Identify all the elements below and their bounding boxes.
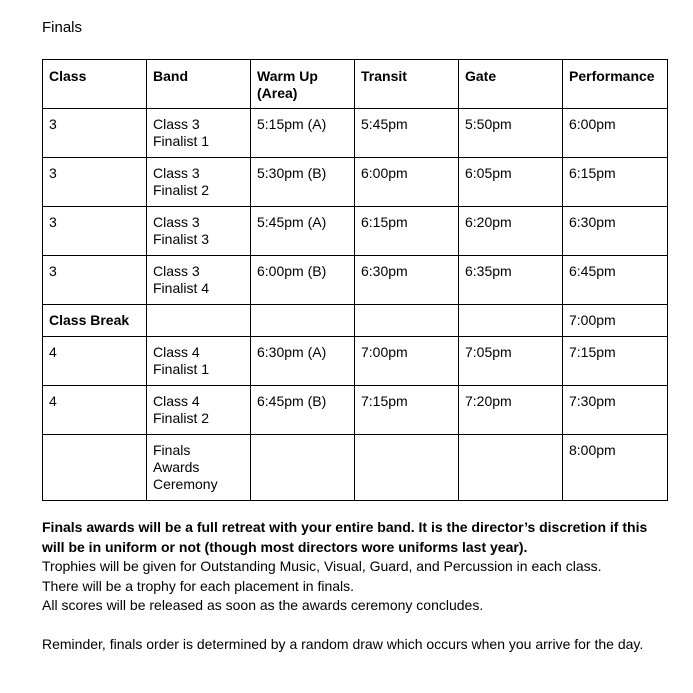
cell-class: 3: [43, 207, 147, 256]
cell-performance: 6:15pm: [563, 158, 668, 207]
cell-performance: 7:15pm: [563, 337, 668, 386]
cell-gate: [459, 305, 563, 337]
cell-transit: 5:45pm: [355, 109, 459, 158]
cell-gate: 5:50pm: [459, 109, 563, 158]
cell-class: 3: [43, 158, 147, 207]
reminder-note: Reminder, finals order is determined by a random draw which occurs when you arrive for the day.: [42, 635, 644, 652]
cell-band: Class 3 Finalist 1: [147, 109, 251, 158]
column-header-class: Class: [43, 60, 147, 109]
finals-schedule-table: [42, 59, 668, 501]
cell-transit: 6:00pm: [355, 158, 459, 207]
cell-transit: 6:15pm: [355, 207, 459, 256]
cell-gate: 6:05pm: [459, 158, 563, 207]
column-header-warmup: Warm Up (Area): [251, 60, 355, 109]
table-row: [43, 386, 668, 435]
cell-band: Class 3 Finalist 4: [147, 256, 251, 305]
cell-performance: 7:30pm: [563, 386, 668, 435]
awards-retreat-note: Finals awards will be a full retreat with your entire band. It is the director’s discretion if this will be in uniform or not (though most directors wore uniforms last year).: [42, 519, 648, 555]
cell-performance: 6:45pm: [563, 256, 668, 305]
cell-transit: [355, 305, 459, 337]
cell-performance: 6:00pm: [563, 109, 668, 158]
cell-band: Finals Awards Ceremony: [147, 435, 251, 501]
cell-band: Class 3 Finalist 2: [147, 158, 251, 207]
cell-gate: 7:20pm: [459, 386, 563, 435]
placement-note: There will be a trophy for each placement in finals.: [42, 577, 355, 594]
cell-performance: 8:00pm: [563, 435, 668, 501]
cell-warmup: 6:45pm (B): [251, 386, 355, 435]
column-header-band: Band: [147, 60, 251, 109]
notes-section: [42, 518, 657, 654]
table-row: [43, 158, 668, 207]
cell-warmup: 5:30pm (B): [251, 158, 355, 207]
page-title: Finals: [42, 19, 83, 36]
trophies-note: Trophies will be given for Outstanding Music, Visual, Guard, and Percussion in each class.: [42, 558, 602, 574]
cell-class: 4: [43, 337, 147, 386]
cell-band: [147, 305, 251, 337]
cell-band: Class 4 Finalist 1: [147, 337, 251, 386]
cell-class: 4: [43, 386, 147, 435]
table-row: [43, 207, 668, 256]
cell-warmup: [251, 435, 355, 501]
cell-warmup: [251, 305, 355, 337]
scores-note: All scores will be released as soon as the awards ceremony concludes.: [42, 597, 484, 613]
cell-gate: 6:35pm: [459, 256, 563, 305]
cell-class: Class Break: [43, 305, 147, 337]
cell-gate: [459, 435, 563, 501]
cell-performance: 7:00pm: [563, 305, 668, 337]
cell-band: Class 4 Finalist 2: [147, 386, 251, 435]
cell-warmup: 6:30pm (A): [251, 337, 355, 386]
column-header-transit: Transit: [355, 60, 459, 109]
column-header-performance: Performance: [563, 60, 668, 109]
table-row: [43, 337, 668, 386]
cell-gate: 7:05pm: [459, 337, 563, 386]
cell-class: [43, 435, 147, 501]
cell-warmup: 5:45pm (A): [251, 207, 355, 256]
table-row-class-break: [43, 305, 668, 337]
cell-transit: [355, 435, 459, 501]
table-row-awards: [43, 435, 668, 501]
cell-warmup: 5:15pm (A): [251, 109, 355, 158]
cell-class: 3: [43, 109, 147, 158]
cell-transit: 6:30pm: [355, 256, 459, 305]
cell-transit: 7:00pm: [355, 337, 459, 386]
cell-class: 3: [43, 256, 147, 305]
cell-band: Class 3 Finalist 3: [147, 207, 251, 256]
cell-performance: 6:30pm: [563, 207, 668, 256]
table-header-row: [43, 60, 668, 109]
table-row: [43, 256, 668, 305]
cell-gate: 6:20pm: [459, 207, 563, 256]
cell-warmup: 6:00pm (B): [251, 256, 355, 305]
column-header-gate: Gate: [459, 60, 563, 109]
cell-transit: 7:15pm: [355, 386, 459, 435]
table-row: [43, 109, 668, 158]
